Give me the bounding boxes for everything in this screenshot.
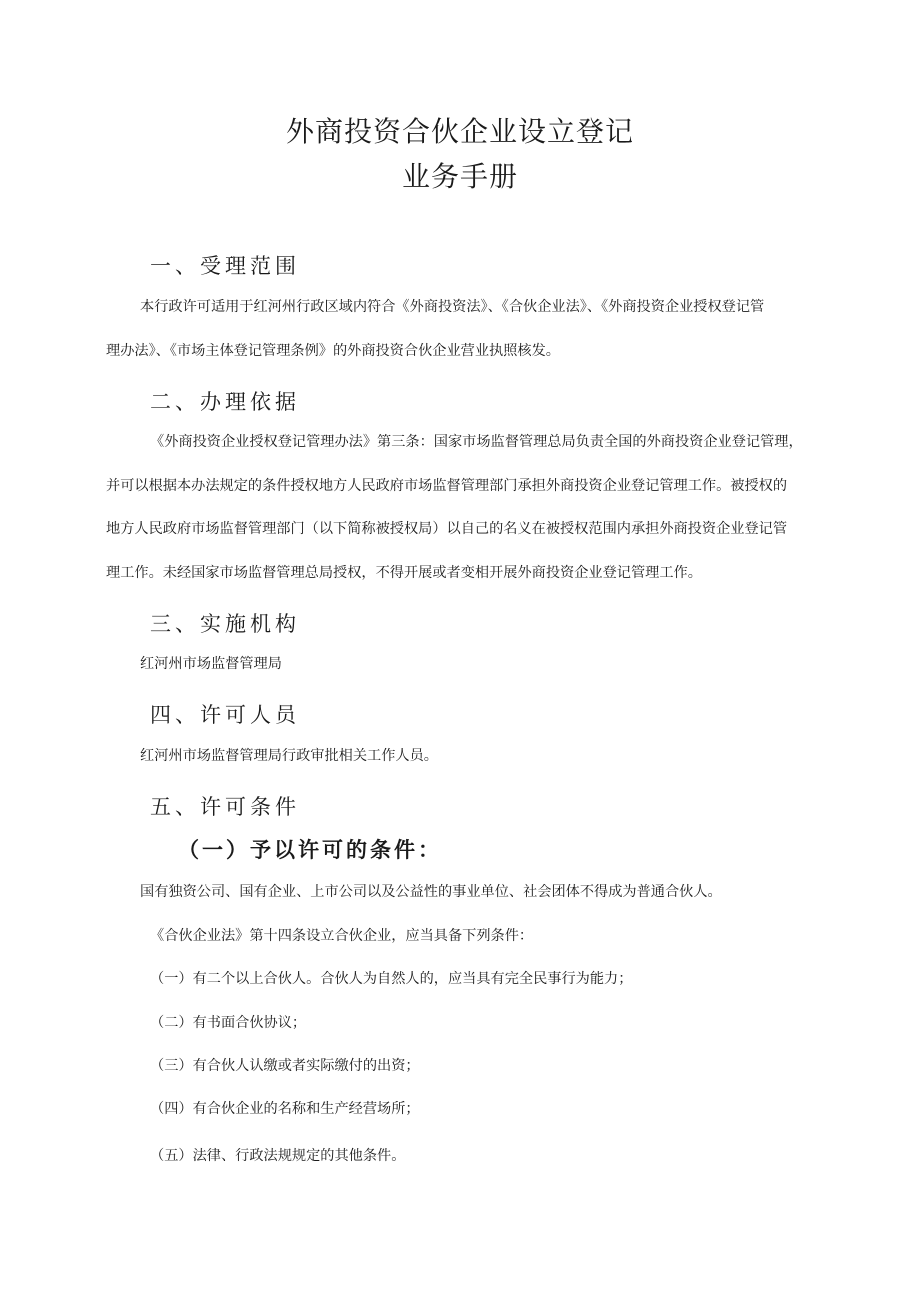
section-heading-scope: 一、受理范围 xyxy=(150,254,300,278)
conditions-list-item: （五）法律、行政法规规定的其他条件。 xyxy=(150,1148,406,1164)
basis-paragraph-line2: 并可以根据本办法规定的条件授权地方人民政府市场监督管理部门承担外商投资企业登记管理工作。被授权的 xyxy=(106,478,788,494)
basis-paragraph-line4: 理工作。未经国家市场监督管理总局授权，不得开展或者变相开展外商投资企业登记管理工作。 xyxy=(106,565,702,581)
section-heading-agency: 三、实施机构 xyxy=(150,612,300,636)
conditions-paragraph: 国有独资公司、国有企业、上市公司以及公益性的事业单位、社会团体不得成为普通合伙人。 xyxy=(140,884,722,900)
conditions-list-item: （四）有合伙企业的名称和生产经营场所； xyxy=(150,1101,420,1117)
personnel-text: 红河州市场监督管理局行政审批相关工作人员。 xyxy=(140,748,438,764)
section-heading-personnel: 四、许可人员 xyxy=(150,703,300,727)
section-heading-basis: 二、办理依据 xyxy=(150,390,300,414)
scope-paragraph-line2: 理办法》、《市场主体登记管理条例》的外商投资合伙企业营业执照核发。 xyxy=(106,343,560,359)
basis-paragraph-line1: 《外商投资企业授权登记管理办法》第三条：国家市场监督管理总局负责全国的外商投资企业登记管理， xyxy=(150,434,803,450)
document-title-line2: 业务手册 xyxy=(401,160,518,193)
agency-text: 红河州市场监督管理局 xyxy=(140,656,282,672)
conditions-paragraph: 《合伙企业法》第十四条设立合伙企业，应当具备下列条件： xyxy=(150,928,534,944)
conditions-subheading: （一）予以许可的条件： xyxy=(178,837,442,862)
basis-paragraph-line3: 地方人民政府市场监督管理部门（以下简称被授权局）以自己的名义在被授权范围内承担外商投资企业登记管 xyxy=(106,521,788,537)
conditions-list-item: （三）有合伙人认缴或者实际缴付的出资； xyxy=(150,1058,420,1074)
section-heading-conditions: 五、许可条件 xyxy=(150,795,300,819)
document-title-line1: 外商投资合伙企业设立登记 xyxy=(285,115,634,148)
conditions-list-item: （一）有二个以上合伙人。合伙人为自然人的，应当具有完全民事行为能力； xyxy=(150,971,633,987)
conditions-list-item: （二）有书面合伙协议； xyxy=(150,1015,307,1031)
scope-paragraph-line1: 本行政许可适用于红河州行政区域内符合《外商投资法》、《合伙企业法》、《外商投资企业授权登记管 xyxy=(140,299,765,315)
